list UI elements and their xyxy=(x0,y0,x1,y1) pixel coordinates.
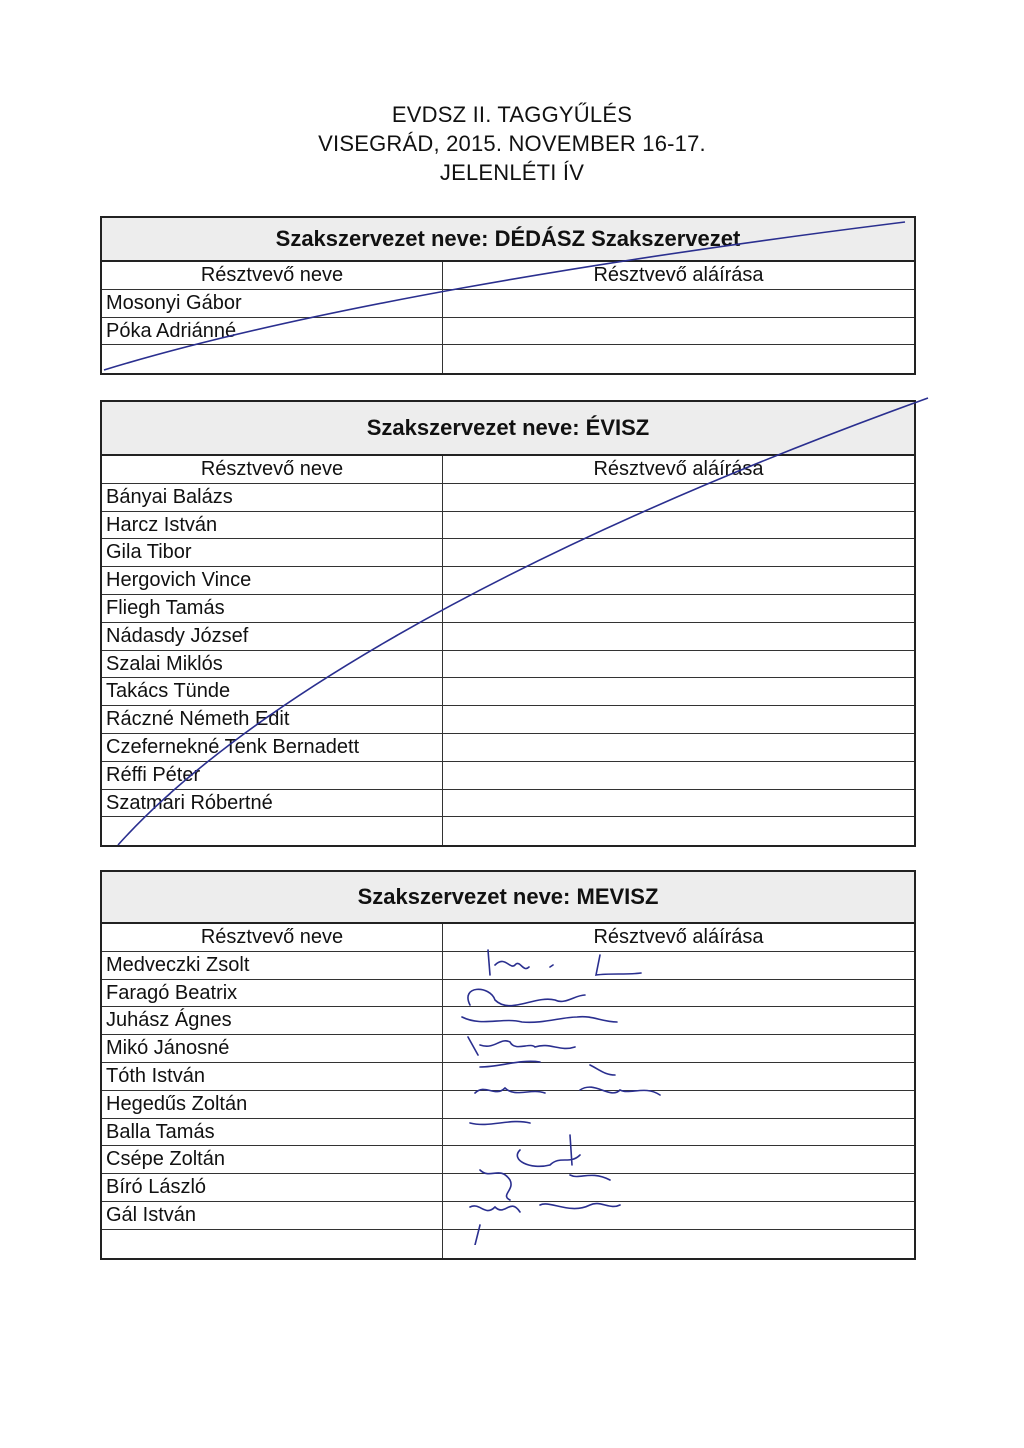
participant-name: Tóth István xyxy=(102,1063,443,1090)
section-mevisz xyxy=(100,870,916,1260)
participant-row xyxy=(102,1119,914,1147)
signature-cell xyxy=(443,484,914,511)
section-label: Szakszervezet neve: xyxy=(366,415,580,440)
name-column-header: Résztvevő neve xyxy=(102,262,443,289)
participant-name: Nádasdy József xyxy=(102,623,443,650)
signature-cell xyxy=(443,980,914,1007)
participant-name: Csépe Zoltán xyxy=(102,1146,443,1173)
participant-name: Takács Tünde xyxy=(102,678,443,705)
signature-cell xyxy=(443,706,914,733)
section-title xyxy=(102,402,914,456)
participant-name xyxy=(102,345,443,373)
sheet-title: JELENLÉTI ÍV xyxy=(439,160,585,185)
participant-name: Gál István xyxy=(102,1202,443,1229)
location-date: VISEGRÁD, 2015. NOVEMBER 16-17. xyxy=(318,131,706,156)
signature-cell xyxy=(443,1146,914,1173)
signature-cell xyxy=(443,345,914,373)
section-label: Szakszervezet neve: xyxy=(357,884,571,909)
signature-cell xyxy=(443,1007,914,1034)
signature-cell xyxy=(443,678,914,705)
participant-row xyxy=(102,484,914,512)
signature-cell xyxy=(443,623,914,650)
section-evisz xyxy=(100,400,916,847)
participant-row xyxy=(102,567,914,595)
participant-row xyxy=(102,790,914,818)
signature-cell xyxy=(443,1202,914,1229)
signature-cell xyxy=(443,1035,914,1062)
participant-row xyxy=(102,1146,914,1174)
page-header xyxy=(0,100,1024,187)
signature-cell xyxy=(443,567,914,594)
column-header-row xyxy=(102,924,914,952)
participant-name: Szatmári Róbertné xyxy=(102,790,443,817)
signature-cell xyxy=(443,1091,914,1118)
union-name: ÉVISZ xyxy=(585,415,650,440)
signature-cell xyxy=(443,651,914,678)
participant-row xyxy=(102,952,914,980)
participant-name xyxy=(102,817,443,845)
participant-row xyxy=(102,318,914,346)
participant-name: Bíró László xyxy=(102,1174,443,1201)
signature-column-header: Résztvevő aláírása xyxy=(593,264,764,286)
participant-name: Gila Tibor xyxy=(102,539,443,566)
participant-name xyxy=(102,1230,443,1258)
union-name: MEVISZ xyxy=(576,884,659,909)
signature-column-header: Résztvevő aláírása xyxy=(593,926,764,948)
participant-row xyxy=(102,512,914,540)
signature-cell xyxy=(443,512,914,539)
participant-name: Czefernekné Tenk Bernadett xyxy=(102,734,443,761)
participant-row xyxy=(102,595,914,623)
participant-name: Fliegh Tamás xyxy=(102,595,443,622)
signature-cell xyxy=(443,762,914,789)
column-header-row xyxy=(102,262,914,290)
participant-name: Faragó Beatrix xyxy=(102,980,443,1007)
signature-cell xyxy=(443,290,914,317)
section-title xyxy=(102,872,914,924)
signature-cell xyxy=(443,952,914,979)
signature-cell xyxy=(443,1230,914,1258)
participant-row xyxy=(102,539,914,567)
signature-cell xyxy=(443,817,914,845)
signature-cell xyxy=(443,1063,914,1090)
participant-row xyxy=(102,706,914,734)
signature-cell xyxy=(443,1119,914,1146)
participant-row xyxy=(102,1035,914,1063)
participant-row xyxy=(102,290,914,318)
participant-name: Harcz István xyxy=(102,512,443,539)
participant-name: Mikó Jánosné xyxy=(102,1035,443,1062)
section-label: Szakszervezet neve: xyxy=(275,226,489,251)
participant-name: Réffi Péter xyxy=(102,762,443,789)
participant-row xyxy=(102,1230,914,1258)
column-header-row xyxy=(102,456,914,484)
signature-column-header: Résztvevő aláírása xyxy=(593,458,764,480)
participant-row xyxy=(102,817,914,845)
participant-name: Hergovich Vince xyxy=(102,567,443,594)
participant-row xyxy=(102,1174,914,1202)
participant-name: Bányai Balázs xyxy=(102,484,443,511)
name-column-header: Résztvevő neve xyxy=(102,456,443,483)
participant-row xyxy=(102,1202,914,1230)
participant-row xyxy=(102,678,914,706)
signature-cell xyxy=(443,595,914,622)
section-dedasz xyxy=(100,216,916,375)
participant-name: Juhász Ágnes xyxy=(102,1007,443,1034)
participant-row xyxy=(102,651,914,679)
participant-name: Ráczné Németh Edit xyxy=(102,706,443,733)
participant-name: Balla Tamás xyxy=(102,1119,443,1146)
signature-cell xyxy=(443,790,914,817)
section-title xyxy=(102,218,914,262)
signature-cell xyxy=(443,1174,914,1201)
participant-name: Szalai Miklós xyxy=(102,651,443,678)
name-column-header: Résztvevő neve xyxy=(102,924,443,951)
participant-name: Medveczki Zsolt xyxy=(102,952,443,979)
signature-cell xyxy=(443,318,914,345)
participant-row xyxy=(102,345,914,373)
participant-name: Póka Adriánné xyxy=(102,318,443,345)
participant-row xyxy=(102,1063,914,1091)
participant-row xyxy=(102,734,914,762)
signature-cell xyxy=(443,734,914,761)
participant-name: Hegedűs Zoltán xyxy=(102,1091,443,1118)
assembly-title: EVDSZ II. TAGGYŰLÉS xyxy=(391,102,633,127)
participant-row xyxy=(102,623,914,651)
participant-row xyxy=(102,762,914,790)
signature-cell xyxy=(443,539,914,566)
participant-row xyxy=(102,1091,914,1119)
participant-row xyxy=(102,1007,914,1035)
participant-row xyxy=(102,980,914,1008)
participant-name: Mosonyi Gábor xyxy=(102,290,443,317)
union-name: DÉDÁSZ Szakszervezet xyxy=(494,226,741,251)
